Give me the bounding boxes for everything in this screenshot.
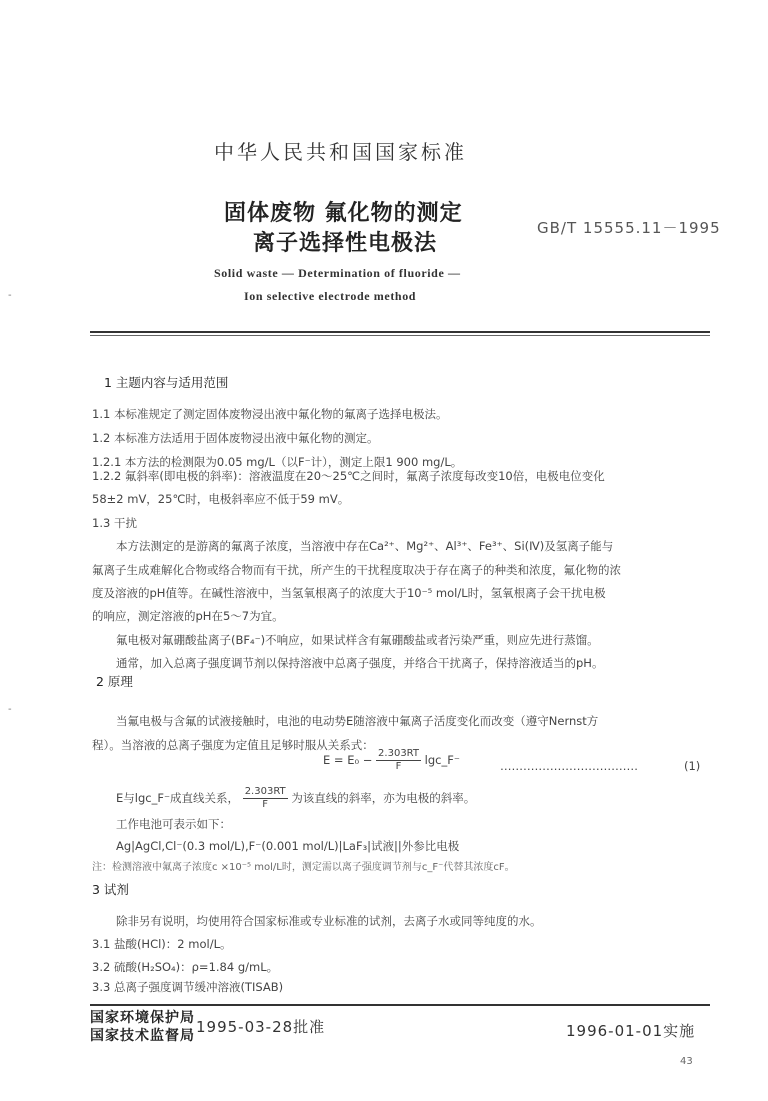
interference-paragraph-line3: 度及溶液的pH值等。在碱性溶液中，当氢氧根离子的浓度大于10⁻⁵ mol/L时，氢氧根离子会干扰电极 [92,586,606,600]
english-title-line2: Ion selective electrode method [244,289,417,303]
interference-paragraph-2: 氟电极对氟硼酸盐离子(BF₄⁻)不响应，如果试样含有氟硼酸盐或者污染严重，则应先进行蒸馏。 [116,633,599,647]
national-standard-header: 中华人民共和国国家标准 [214,140,467,164]
reagent-3-2: 3.2 硫酸(H₂SO₄)：ρ=1.84 g/mL。 [92,960,279,974]
english-title-line1: Solid waste — Determination of fluoride — [214,266,461,280]
equation-numerator: 2.303RT [378,748,420,759]
paragraph-1-2-1: 1.2.1 本方法的检测限为0.05 mg/L（以F⁻计），测定上限1 900 mg/L。 [92,455,463,469]
principle-p2-part2: 为该直线的斜率，亦为电极的斜率。 [291,791,476,805]
principle-paragraph-3: 工作电池可表示如下： [116,817,231,831]
slope-fraction [243,786,288,811]
issuing-org-line2: 国家技术监督局 [90,1028,195,1044]
paragraph-1-2-2-line1: 1.2.2 氟斜率(即电极的斜率)：溶液温度在20～25℃之间时，氟离子浓度每改变10倍，电极电位变化 [92,469,605,483]
implementation-date: 1996-01-01实施 [566,1022,696,1040]
slope-denominator: F [262,799,269,810]
interference-paragraph-3: 通常，加入总离子强度调节剂以保持溶液中总离子强度，并络合干扰离子，保持溶液适当的pH。 [116,656,604,670]
equation-left: E = E₀ − [323,753,377,767]
reagent-3-1: 3.1 盐酸(HCl)：2 mol/L。 [92,937,232,951]
principle-paragraph-2 [116,786,475,811]
page-number: 43 [680,1056,693,1067]
document-title-line2: 离子选择性电极法 [253,231,438,256]
paragraph-1-1: 1.1 本标准规定了测定固体废物浸出液中氟化物的氟离子选择电极法。 [92,407,448,421]
margin-mark: - [8,290,12,301]
paragraph-1-2: 1.2 本标准方法适用于固体废物浸出液中氟化物的测定。 [92,431,379,445]
equation-dots: ……………………………… [500,759,638,773]
header-divider-thin [90,335,710,336]
issuing-org-line1: 国家环境保护局 [90,1010,195,1026]
section-3-title: 3 试剂 [92,882,129,897]
section-1-3-title: 1.3 干扰 [92,516,137,530]
reagents-paragraph: 除非另有说明，均使用符合国家标准或专业标准的试剂，去离子水或同等纯度的水。 [116,914,542,928]
margin-mark: - [8,704,12,715]
interference-paragraph-line2: 氟离子生成难解化合物或络合物而有干扰，所产生的干扰程度取决于存在离子的种类和浓度，氟化物的浓 [92,563,621,577]
approval-date: 1995-03-28批准 [196,1018,326,1036]
footer-divider [90,1004,710,1006]
equation-fraction [376,748,421,773]
principle-note: 注：检测溶液中氟离子浓度c ×10⁻⁵ mol/L时，测定需以离子强度调节剂与c_F⁻代替其浓度cF。 [92,862,515,873]
standard-number: GB/T 15555.11－1995 [537,219,721,237]
reagent-3-3: 3.3 总离子强度调节缓冲溶液(TISAB) [92,980,284,994]
electrode-cell-notation: Ag|AgCl,Cl⁻(0.3 mol/L),F⁻(0.001 mol/L)|LaF₃|试液||外参比电极 [116,839,460,853]
equation-number: (1) [684,759,701,773]
equation-1 [323,748,460,773]
equation-denominator: F [395,761,402,772]
header-divider [90,331,710,333]
section-2-title: 2 原理 [96,674,133,689]
slope-numerator: 2.303RT [244,786,286,797]
interference-paragraph-line1: 本方法测定的是游离的氟离子浓度，当溶液中存在Ca²⁺、Mg²⁺、Al³⁺、Fe³⁺、Si(Ⅳ)及氢离子能与 [116,539,614,553]
section-1-title: 1 主题内容与适用范围 [104,375,229,390]
interference-paragraph-line4: 的响应，测定溶液的pH在5～7为宜。 [92,609,284,623]
paragraph-1-2-2-line2: 58±2 mV，25℃时，电极斜率应不低于59 mV。 [92,492,350,506]
document-title-line1: 固体废物 氟化物的测定 [224,201,463,226]
principle-paragraph-line1: 当氟电极与含氟的试液接触时，电池的电动势E随溶液中氟离子活度变化而改变（遵守Nernst方 [116,714,599,728]
equation-right: lgc_F⁻ [424,753,460,767]
principle-p2-part1: E与lgc_F⁻成直线关系， [116,791,240,805]
principle-paragraph-line2: 程）。当溶液的总离子强度为定值且足够时服从关系式： [92,738,374,752]
